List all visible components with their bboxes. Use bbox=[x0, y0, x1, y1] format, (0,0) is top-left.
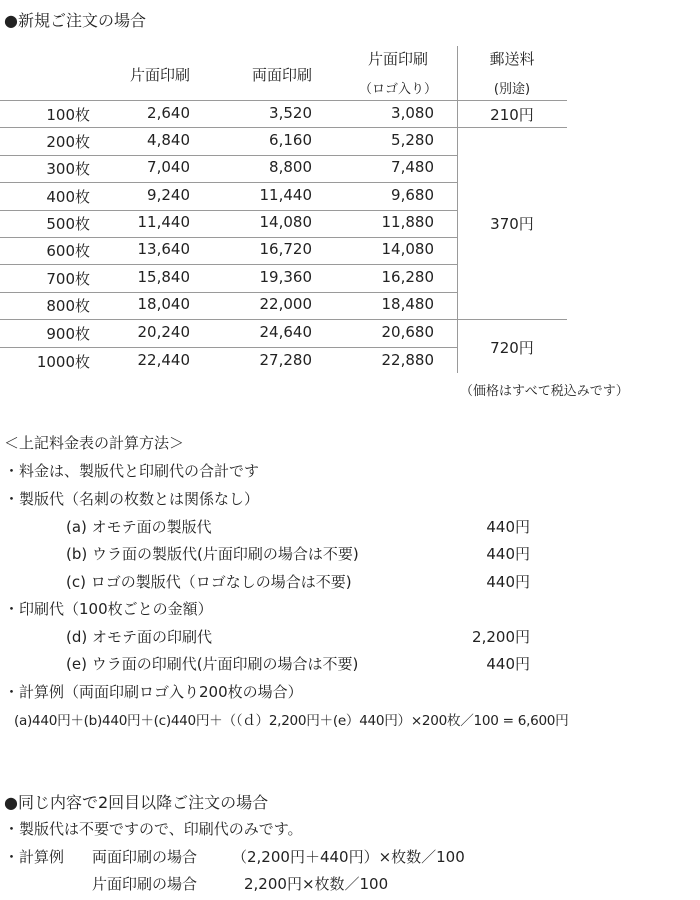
single-price-cell: 20,240 bbox=[137, 323, 190, 341]
repeat-example-case: 両面印刷の場合 bbox=[92, 848, 198, 866]
double-price-cell: 27,280 bbox=[259, 351, 312, 369]
calc-line: ・計算例（両面印刷ロゴ入り200枚の場合） bbox=[4, 683, 303, 701]
single-price-cell: 9,240 bbox=[147, 186, 190, 204]
logo-price-cell: 9,680 bbox=[391, 186, 434, 204]
qty-cell: 500枚 bbox=[46, 215, 90, 233]
plate-item-price: 440円 bbox=[486, 545, 530, 563]
logo-price-cell: 7,480 bbox=[391, 158, 434, 176]
header-shipping: 郵送料 bbox=[489, 50, 535, 68]
logo-price-cell: 18,480 bbox=[381, 295, 434, 313]
logo-price-cell: 20,680 bbox=[381, 323, 434, 341]
single-price-cell: 22,440 bbox=[137, 351, 190, 369]
single-price-cell: 15,840 bbox=[137, 268, 190, 286]
qty-cell: 900枚 bbox=[46, 325, 90, 343]
single-price-cell: 13,640 bbox=[137, 240, 190, 258]
double-price-cell: 14,080 bbox=[259, 213, 312, 231]
single-price-cell: 4,840 bbox=[147, 131, 190, 149]
single-price-cell: 2,640 bbox=[147, 104, 190, 122]
plate-item-label: (c) ロゴの製版代（ロゴなしの場合は不要) bbox=[66, 573, 352, 591]
double-price-cell: 24,640 bbox=[259, 323, 312, 341]
logo-price-cell: 22,880 bbox=[381, 351, 434, 369]
shipping-fee-900-1000: 720円 bbox=[490, 339, 534, 357]
table-rule bbox=[0, 292, 457, 293]
qty-cell: 800枚 bbox=[46, 297, 90, 315]
print-item-price: 440円 bbox=[486, 655, 530, 673]
qty-cell: 100枚 bbox=[46, 106, 90, 124]
repeat-example-formula: （2,200円＋440円）×枚数／100 bbox=[232, 848, 465, 866]
logo-price-cell: 5,280 bbox=[391, 131, 434, 149]
table-rule bbox=[0, 127, 567, 128]
double-price-cell: 8,800 bbox=[269, 158, 312, 176]
single-price-cell: 11,440 bbox=[137, 213, 190, 231]
section-title-new-order: ●新規ご注文の場合 bbox=[4, 11, 146, 30]
double-price-cell: 6,160 bbox=[269, 131, 312, 149]
print-item-label: (e) ウラ面の印刷代(片面印刷の場合は不要) bbox=[66, 655, 359, 673]
table-rule bbox=[0, 319, 567, 320]
header-double: 両面印刷 bbox=[251, 66, 312, 84]
table-rule bbox=[0, 210, 457, 211]
repeat-line: ・製版代は不要ですので、印刷代のみです。 bbox=[4, 820, 303, 838]
header-shipping-sub: (別途) bbox=[493, 82, 531, 97]
double-price-cell: 16,720 bbox=[259, 240, 312, 258]
plate-item-label: (a) オモテ面の製版代 bbox=[66, 518, 212, 536]
calc-line: ・料金は、製版代と印刷代の合計です bbox=[4, 462, 260, 480]
print-item-price: 2,200円 bbox=[472, 628, 530, 646]
plate-item-label: (b) ウラ面の製版代(片面印刷の場合は不要) bbox=[66, 545, 359, 563]
repeat-example-formula: 2,200円×枚数／100 bbox=[244, 875, 389, 893]
calc-example-formula: (a)440円＋(b)440円＋(c)440円＋（（ｄ）2,200円＋(e）440円）×200枚／100 = 6,600円 bbox=[14, 713, 569, 729]
qty-cell: 1000枚 bbox=[36, 353, 90, 371]
double-price-cell: 19,360 bbox=[259, 268, 312, 286]
shipping-fee-100: 210円 bbox=[490, 106, 534, 124]
table-rule bbox=[0, 237, 457, 238]
shipping-column-divider bbox=[457, 46, 458, 373]
header-single-logo-sub: （ロゴ入り） bbox=[358, 82, 437, 97]
print-item-label: (d) オモテ面の印刷代 bbox=[66, 628, 212, 646]
repeat-example-case: 片面印刷の場合 bbox=[92, 875, 198, 893]
table-rule bbox=[0, 347, 457, 348]
logo-price-cell: 16,280 bbox=[381, 268, 434, 286]
table-rule bbox=[0, 155, 457, 156]
plate-item-price: 440円 bbox=[486, 573, 530, 591]
header-single-logo: 片面印刷 bbox=[367, 50, 428, 68]
repeat-example-label: ・計算例 bbox=[4, 848, 65, 866]
calc-line: ・製版代（名刺の枚数とは関係なし） bbox=[4, 490, 260, 508]
logo-price-cell: 11,880 bbox=[381, 213, 434, 231]
single-price-cell: 7,040 bbox=[147, 158, 190, 176]
table-rule bbox=[0, 264, 457, 265]
double-price-cell: 11,440 bbox=[259, 186, 312, 204]
calc-title: ＜上記料金表の計算方法＞ bbox=[4, 434, 185, 452]
double-price-cell: 3,520 bbox=[269, 104, 312, 122]
qty-cell: 600枚 bbox=[46, 242, 90, 260]
qty-cell: 400枚 bbox=[46, 188, 90, 206]
shipping-fee-200-800: 370円 bbox=[490, 215, 534, 233]
qty-cell: 700枚 bbox=[46, 270, 90, 288]
qty-cell: 200枚 bbox=[46, 133, 90, 151]
double-price-cell: 22,000 bbox=[259, 295, 312, 313]
single-price-cell: 18,040 bbox=[137, 295, 190, 313]
header-single: 片面印刷 bbox=[129, 66, 190, 84]
section-title-repeat-order: ●同じ内容で2回目以降ご注文の場合 bbox=[4, 793, 269, 812]
table-rule bbox=[0, 182, 457, 183]
tax-note: （価格はすべて税込みです） bbox=[460, 384, 629, 399]
logo-price-cell: 3,080 bbox=[391, 104, 434, 122]
logo-price-cell: 14,080 bbox=[381, 240, 434, 258]
calc-line: ・印刷代（100枚ごとの金額） bbox=[4, 600, 213, 618]
table-rule bbox=[0, 100, 567, 101]
plate-item-price: 440円 bbox=[486, 518, 530, 536]
qty-cell: 300枚 bbox=[46, 160, 90, 178]
